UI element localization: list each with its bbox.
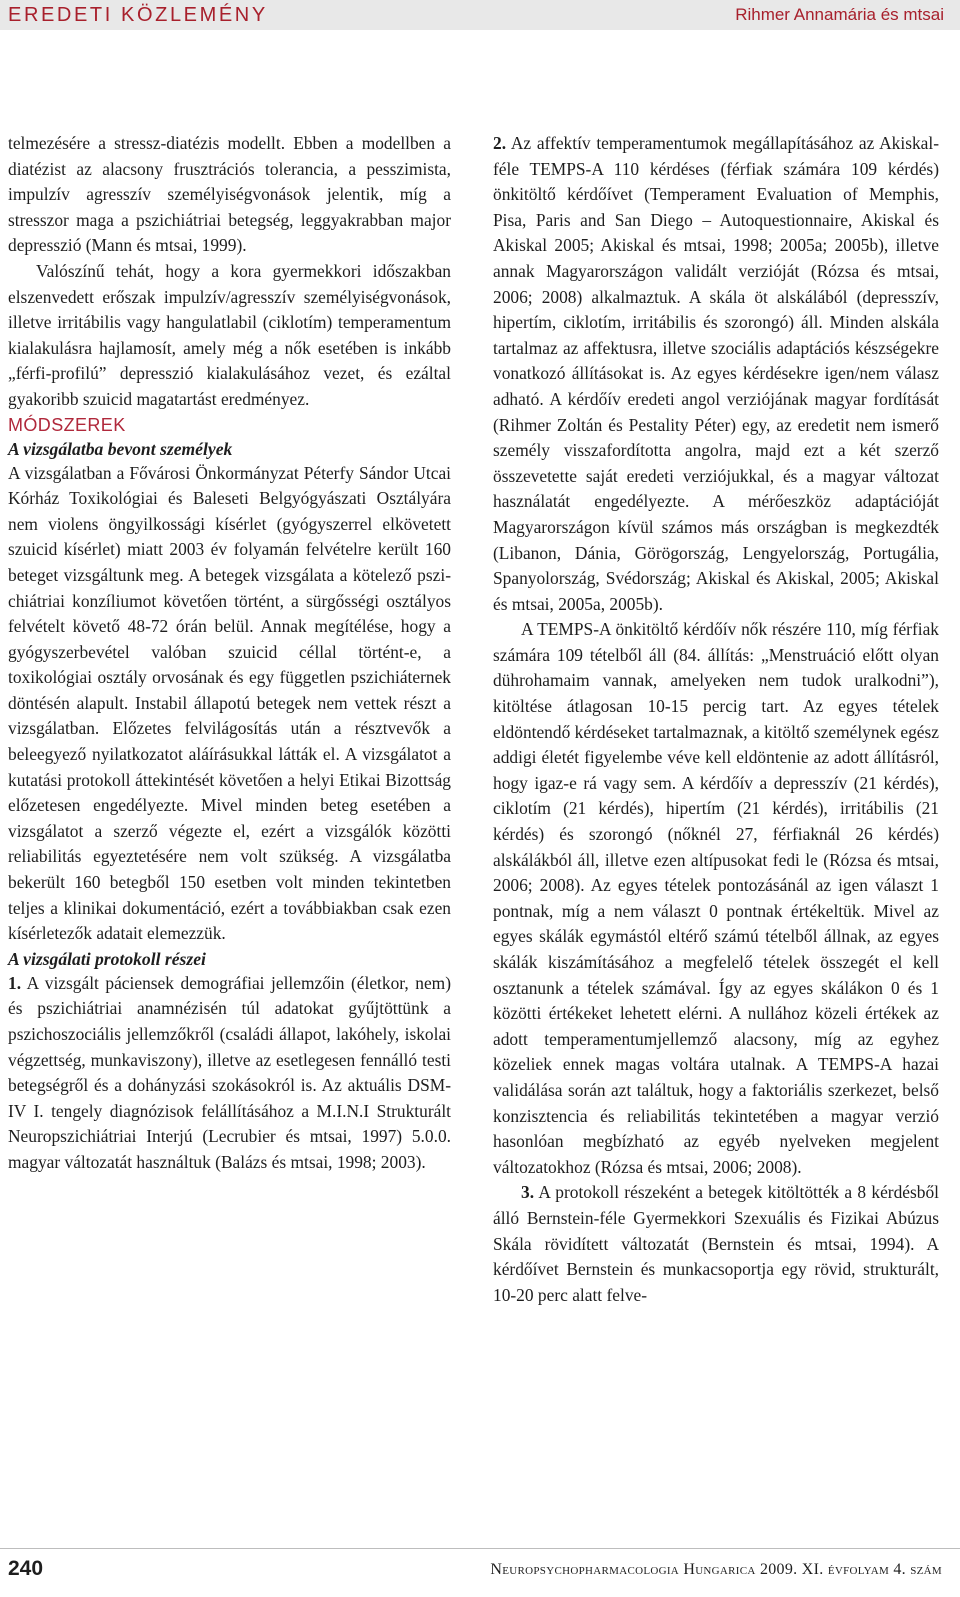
- paragraph-text: A vizsgált páciensek demográfiai jellemzőin (életkor, nem) és pszichiátriai anamnézisén túl adatokat gyűjtöttünk a pszichoszociális jellemzőkről (családi állapot, lakóhely, iskolai végzettség, munkaviszony), illetve az esetlegesen fennálló testi betegségről és a dohányzási szokásokról is. Az aktuális DSM-IV I. tengely diagnózisok felállításához a M.I.N.I Strukturált Neuropszichiátriai Interjú (Lecrubier és mtsai, 1997) 5.0.0. magyar változatát használtuk (Balázs és mtsai, 1998; 2003).: [8, 972, 451, 1172]
- paragraph-text: A protokoll részeként a betegek kitöltötték a 8 kérdésből álló Bernstein-féle Gyermekkori Szexuális és Fizikai Abúzus Skála rövidített változatát (Bernstein és mtsai, 1994). A kérdőívet Bernstein és munkacsoportja egy rövid, strukturált, 10-20 perc alatt felve-: [493, 1182, 939, 1305]
- page-number: 240: [8, 1557, 44, 1580]
- section-label: EREDETI KÖZLEMÉNY: [8, 4, 268, 26]
- running-authors: Rihmer Annamária és mtsai: [735, 5, 944, 24]
- item-number: 3.: [521, 1182, 535, 1203]
- subsection-heading: A vizsgálatba bevont személyek: [8, 438, 233, 459]
- paragraph: [8, 971, 451, 1176]
- item-number: 2.: [493, 133, 507, 153]
- left-column: [8, 131, 451, 1176]
- page-footer: [0, 1548, 960, 1597]
- paragraph: A vizsgálatban a Fővárosi Önkormányzat Péterfy Sándor Utcai Kórház Toxikológiai és Baleseti Belgyógyászati Osztályára nem violens öngyilkossági kísérlet (gyógyszerrel elkövetett szuicid kísérlet) miatt 2003 év folyamán felvételre került 160 beteget vizsgáltunk meg. A betegek vizsgálata a kötelező pszichiátriai konzíliumot követően történt, a sürgősségi osztályos felvételt követő 48-72 órán belül. Annak megítélése, hogy a gyógyszerbevétel valóban szuicid céllal történt-e, a toxikológiai osztály orvosának és egy független pszichiáternek döntésén alapult. Instabil állapotú betegek nem vettek részt a vizsgálatban. Előzetes felvilágosítás után a résztvevők a beleegyező nyilatkozatot aláírásukkal látták el. A vizsgálatot a kutatási protokoll áttekintését követően a helyi Etikai Bizottság előzetesen engedélyezte. Mivel minden beteg esetében a vizsgálatot a szerző végezte el, ezért a vizsgálók közötti reliabilitás egyeztetésére nem volt szükség. A vizsgálatba bekerült 160 betegből 150 esetben volt minden tekintetben teljes a klinikai dokumentáció, ezért a továbbiakban csak ezen kísérletezők adatait elemezzük.: [8, 462, 451, 944]
- right-column: [493, 131, 939, 1308]
- paragraph: telmezésére a stressz-diatézis modellt. Ebben a modellben a diatézist az alacsony frusztrációs tolerancia, a pesszimista, impulzív agresszív személyiségvonások jelentik, míg a stresszor maga a pszichiátriai betegség, leggyakrabban major depresszió (Mann és mtsai, 1999).: [8, 133, 451, 256]
- running-header: [0, 0, 960, 30]
- paragraph: [493, 1180, 939, 1308]
- paragraph: Valószínű tehát, hogy a kora gyermekkori időszakban elszenvedett erőszak impulzív/agresszív személyiségvonások, illetve irritábilis vagy hangulatlabil (ciklotím) temperamentum kialakulásra hajlamosít, amely még a nők esetében is inkább „férfi-profilú” depresszió kialakulásához vezet, és ezáltal gyakoribb szuicid magatartást eredményez.: [8, 260, 451, 409]
- section-heading-methods: MÓDSZEREK: [8, 414, 126, 435]
- subsection-heading: A vizsgálati protokoll részei: [8, 948, 206, 969]
- paragraph: A TEMPS-A önkitöltő kérdőív nők részére 110, míg férfiak számára 109 tételből áll (84. állítás: „Menstruáció előtt olyan dührohamaim vannak, amelyeken nem tudok uralkodni”), kitöltése átlagosan 10-15 percig tart. Az egyes tételek eldöntendő kérdéseket tartalmaznak, a kitöltő személynek egész addigi életét figyelembe véve kell eldöntenie az adott állításról, hogy igaz-e rá vagy sem. A kérdőív a depresszív (21 kérdés), ciklotím (21 kérdés), hipertím (21 kérdés), irritábilis (21 kérdés) és szorongó (nőknél 27, férfiaknál 26 kérdés) alskálákból áll, illetve ezen altípusokat fedi le (Rózsa és mtsai, 2006; 2008). Az egyes tételek pontozásánál az igen választ 1 pontnak, míg a nem választ 0 pontnak értékeltük. Mivel az egyes skálák egymástól eltérő számú tételből állnak, az egyes skálák kiszámításához a megfelelő tételek összegét el kell osztanunk a tételek számával. Így az egyes skálákon 0 és 1 közötti értékeket lehetett elérni. A nullához közeli értékek az adott temperamentumjellemző alacsony, míg az egyhez közeliek ennek magas voltára utalnak. A TEMPS-A hazai validálása során azt találtuk, hogy a faktoriális szerkezet, belső konzisztencia és reliabilitás tekintetében a magyar verzió hasonlóan megbízható az egyéb nyelveken megjelent változatokhoz (Rózsa és mtsai, 2006; 2008).: [493, 619, 939, 1177]
- paragraph: [493, 131, 939, 617]
- item-number: 1.: [8, 972, 22, 993]
- journal-citation: Neuropsychopharmacologia Hungarica 2009. XI. évfolyam 4. szám: [490, 1561, 942, 1578]
- paragraph-text: Az affektív temperamentumok megállapításához az Akiskal-féle TEMPS-A 110 kérdéses (férfiak számára 109 kérdés) önkitöltő kérdőívet (Temperament Evaluation of Memphis, Pisa, Paris and San Diego – Autoquestionnaire, Akiskal és Akiskal 2005; Akiskal és mtsai, 1998; 2005a; 2005b), illetve annak Magyarországon validált verzióját (Rózsa és mtsai, 2006; 2008) alkalmaztuk. A skála öt alskálából (depresszív, hipertím, ciklotím, irritábilis és szorongó) áll. Minden alskála tartalmaz az affektusra, illetve szociális adaptációs készségekre vonatkozó állításokat is. Az egyes kérdésekre igen/nem válasz adható. A kérdőív eredeti angol verziójának magyar fordítását (Rihmer Zoltán és Pestality Péter) egy, az eredetit nem ismerő személy visszafordította angolra, majd ezt a két szerző összevetette saját eredeti verziójukkal, és a magyar változat használatát engedélyezte. A mérőeszköz adaptációját Magyarországon kívül számos más országban is megkezdték (Libanon, Dánia, Görögország, Lengyelország, Portugália, Spanyolország, Svédország; Akiskal és Akiskal, 2005; Akiskal és mtsai, 2005a, 2005b).: [493, 133, 939, 614]
